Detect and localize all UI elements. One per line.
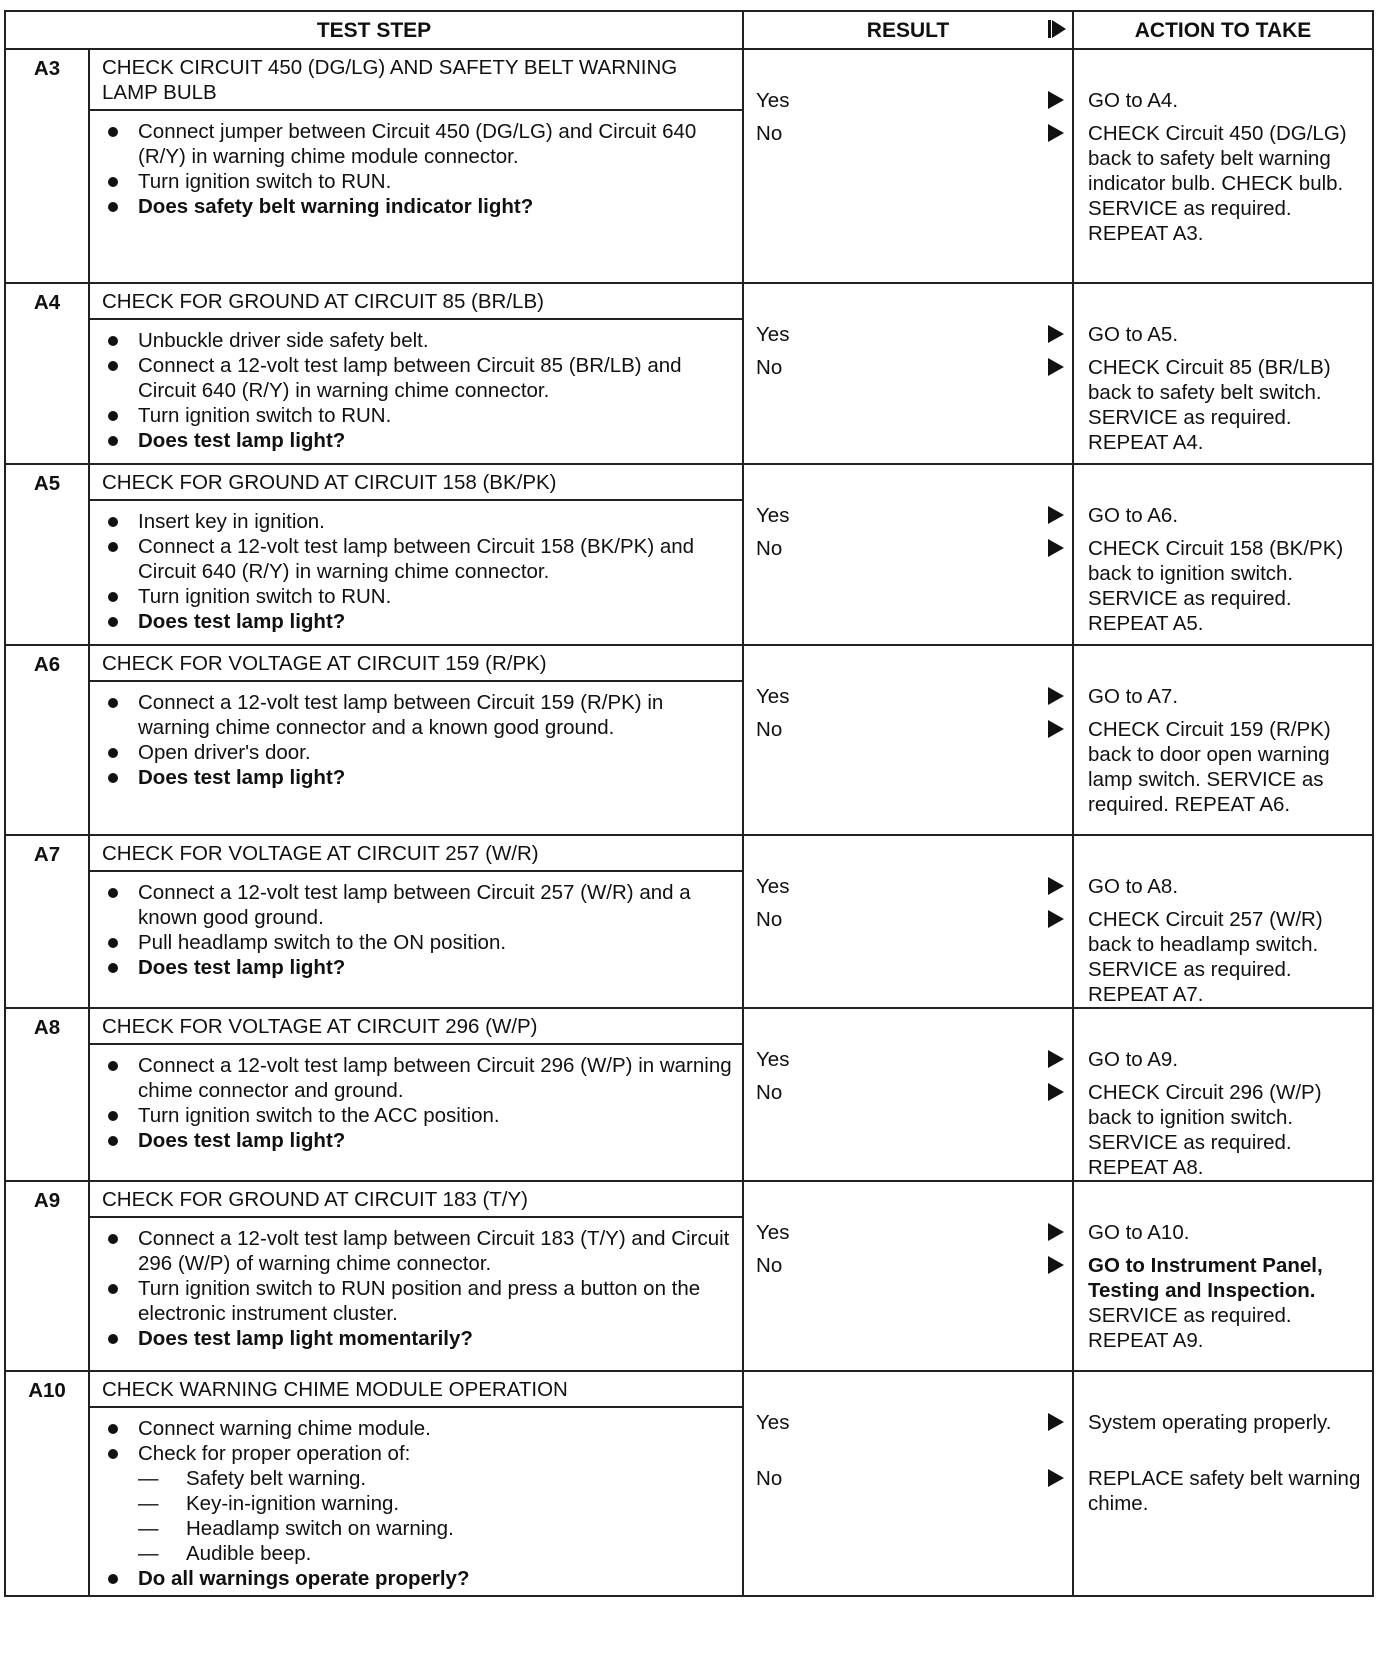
result-no: No (756, 1467, 783, 1490)
instruction-item: Turn ignition switch to RUN. (102, 169, 734, 194)
test-step-row (5, 464, 1373, 645)
result-cell (743, 835, 1073, 1008)
step-instructions (90, 501, 742, 638)
result-cell (743, 1181, 1073, 1371)
step-title: CHECK WARNING CHIME MODULE OPERATION (88, 1372, 742, 1408)
sub-instruction-item: — Safety belt warning. (138, 1466, 734, 1491)
result-cell (743, 1371, 1073, 1596)
arrow-icon (1048, 1083, 1064, 1101)
step-body-cell (89, 464, 743, 645)
action-cell (1073, 464, 1373, 645)
test-question: Does test lamp light? (102, 765, 734, 790)
action-no: CHECK Circuit 85 (BR/LB) back to safety belt switch. SERVICE as required. REPEAT A4. (1088, 356, 1331, 454)
step-id: A9 (33, 1189, 61, 1212)
action-cell (1073, 49, 1373, 283)
result-yes: Yes (756, 323, 790, 346)
instruction-item: Connect a 12-volt test lamp between Circuit 183 (T/Y) and Circuit 296 (W/P) of warning chime connector. (102, 1226, 734, 1276)
action-no: CHECK Circuit 159 (R/PK) back to door open warning lamp switch. SERVICE as required. REPEAT A6. (1088, 718, 1331, 816)
step-id-cell (5, 464, 89, 645)
step-body-cell (89, 1008, 743, 1181)
test-step-row (5, 645, 1373, 835)
sub-instructions (138, 1466, 734, 1566)
action-no: CHECK Circuit 257 (W/R) back to headlamp switch. SERVICE as required. REPEAT A7. (1088, 908, 1323, 1006)
result-cell (743, 645, 1073, 835)
result-no: No (756, 1254, 783, 1277)
action-no: CHECK Circuit 450 (DG/LG) back to safety belt warning indicator bulb. CHECK bulb. SERVICE as required. REPEAT A3. (1088, 122, 1347, 245)
test-question: Do all warnings operate properly? (102, 1566, 734, 1591)
step-instructions (90, 1045, 742, 1157)
result-no: No (756, 122, 783, 145)
action-no: REPLACE safety belt warning chime. (1088, 1467, 1361, 1515)
instruction-item: Open driver's door. (102, 740, 734, 765)
arrow-icon (1048, 687, 1064, 705)
step-id-cell (5, 1008, 89, 1181)
action-yes: GO to A9. (1088, 1048, 1179, 1071)
instruction-item: Connect a 12-volt test lamp between Circuit 159 (R/PK) in warning chime connector and a known good ground. (102, 690, 734, 740)
test-step-row (5, 835, 1373, 1008)
result-yes: Yes (756, 685, 790, 708)
step-title: CHECK FOR GROUND AT CIRCUIT 183 (T/Y) (88, 1182, 742, 1218)
step-title: CHECK FOR VOLTAGE AT CIRCUIT 296 (W/P) (88, 1009, 742, 1045)
table-header-row (5, 11, 1373, 49)
step-id: A3 (33, 57, 61, 80)
sub-instruction-item: — Audible beep. (138, 1541, 734, 1566)
step-id: A5 (33, 472, 61, 495)
pinpoint-test-table (4, 10, 1374, 1597)
arrow-icon (1048, 720, 1064, 738)
step-body-cell (89, 835, 743, 1008)
step-id: A6 (33, 653, 61, 676)
step-body-cell (89, 1371, 743, 1596)
action-cell (1073, 283, 1373, 464)
instruction-item: Insert key in ignition. (102, 509, 734, 534)
arrow-icon (1048, 1050, 1064, 1068)
action-cell (1073, 1371, 1373, 1596)
step-id-cell (5, 1181, 89, 1371)
instruction-item: Connect a 12-volt test lamp between Circuit 158 (BK/PK) and Circuit 640 (R/Y) in warning chime connector. (102, 534, 734, 584)
action-no-reference: GO to Instrument Panel, Testing and Inspection. (1088, 1254, 1323, 1302)
step-instructions (90, 1408, 742, 1595)
step-id-cell (5, 1371, 89, 1596)
action-yes: GO to A6. (1088, 504, 1179, 527)
step-body-cell (89, 645, 743, 835)
action-cell (1073, 645, 1373, 835)
result-yes: Yes (756, 504, 790, 527)
step-title: CHECK FOR GROUND AT CIRCUIT 85 (BR/LB) (88, 284, 742, 320)
step-id: A4 (33, 291, 61, 314)
test-question: Does test lamp light momentarily? (102, 1326, 734, 1351)
test-question: Does safety belt warning indicator light? (102, 194, 734, 219)
arrow-icon (1048, 910, 1064, 928)
step-body-cell (89, 283, 743, 464)
test-step-row (5, 1181, 1373, 1371)
action-cell (1073, 1008, 1373, 1181)
step-id-cell (5, 283, 89, 464)
arrow-icon (1048, 877, 1064, 895)
action-no: CHECK Circuit 158 (BK/PK) back to ignition switch. SERVICE as required. REPEAT A5. (1088, 537, 1344, 635)
step-id: A10 (28, 1379, 66, 1402)
arrow-icon (1048, 1223, 1064, 1241)
result-no: No (756, 356, 783, 379)
instruction-item: Connect a 12-volt test lamp between Circuit 296 (W/P) in warning chime connector and ground. (102, 1053, 734, 1103)
result-no: No (756, 537, 783, 560)
instruction-item: Connect jumper between Circuit 450 (DG/LG) and Circuit 640 (R/Y) in warning chime module connector. (102, 119, 734, 169)
test-step-row (5, 1008, 1373, 1181)
instruction-item: Connect a 12-volt test lamp between Circuit 257 (W/R) and a known good ground. (102, 880, 734, 930)
result-no: No (756, 908, 783, 931)
arrow-icon (1048, 539, 1064, 557)
instruction-item: Turn ignition switch to RUN. (102, 584, 734, 609)
result-no: No (756, 718, 783, 741)
step-id-cell (5, 835, 89, 1008)
arrow-icon (1052, 20, 1066, 38)
sub-instruction-item: — Key-in-ignition warning. (138, 1491, 734, 1516)
action-no: SERVICE as required. REPEAT A9. (1088, 1304, 1292, 1352)
instruction-item: Connect a 12-volt test lamp between Circuit 85 (BR/LB) and Circuit 640 (R/Y) in warning chime connector. (102, 353, 734, 403)
step-id: A7 (33, 843, 61, 866)
test-step-row (5, 49, 1373, 283)
header-action: ACTION TO TAKE (1073, 11, 1373, 49)
instruction-item: Turn ignition switch to the ACC position. (102, 1103, 734, 1128)
sub-list-wrapper (102, 1466, 734, 1566)
action-no: CHECK Circuit 296 (W/P) back to ignition switch. SERVICE as required. REPEAT A8. (1088, 1081, 1322, 1179)
result-no: No (756, 1081, 783, 1104)
diagnostic-table-page (4, 10, 1372, 1676)
result-cell (743, 49, 1073, 283)
arrow-icon (1048, 1413, 1064, 1431)
instruction-item: Pull headlamp switch to the ON position. (102, 930, 734, 955)
arrow-icon (1048, 358, 1064, 376)
result-yes: Yes (756, 1221, 790, 1244)
step-id-cell (5, 49, 89, 283)
action-yes: GO to A7. (1088, 685, 1179, 708)
sub-instruction-item: — Headlamp switch on warning. (138, 1516, 734, 1541)
action-yes: GO to A8. (1088, 875, 1179, 898)
instruction-item: Unbuckle driver side safety belt. (102, 328, 734, 353)
header-result-label: RESULT (866, 18, 950, 42)
result-yes: Yes (756, 875, 790, 898)
result-cell (743, 283, 1073, 464)
arrow-icon (1048, 1256, 1064, 1274)
test-question: Does test lamp light? (102, 955, 734, 980)
step-instructions (90, 111, 742, 223)
result-yes: Yes (756, 1048, 790, 1071)
action-yes: System operating properly. (1088, 1411, 1332, 1434)
arrow-icon (1048, 124, 1064, 142)
action-yes: GO to A5. (1088, 323, 1179, 346)
result-yes: Yes (756, 89, 790, 112)
result-cell (743, 1008, 1073, 1181)
step-instructions (90, 682, 742, 794)
step-body-cell (89, 1181, 743, 1371)
step-title: CHECK FOR VOLTAGE AT CIRCUIT 257 (W/R) (88, 836, 742, 872)
result-cell (743, 464, 1073, 645)
test-step-row (5, 1371, 1373, 1596)
test-step-row (5, 283, 1373, 464)
step-instructions (90, 1218, 742, 1355)
step-body-cell (89, 49, 743, 283)
step-instructions (90, 872, 742, 984)
step-title: CHECK FOR GROUND AT CIRCUIT 158 (BK/PK) (88, 465, 742, 501)
header-test-step: TEST STEP (5, 11, 743, 49)
step-title: CHECK FOR VOLTAGE AT CIRCUIT 159 (R/PK) (88, 646, 742, 682)
result-yes: Yes (756, 1411, 790, 1434)
header-result (743, 11, 1073, 49)
instruction-item: Check for proper operation of: (102, 1441, 734, 1466)
step-instructions (90, 320, 742, 457)
step-id: A8 (33, 1016, 61, 1039)
arrow-icon (1048, 1469, 1064, 1487)
instruction-item: Turn ignition switch to RUN position and press a button on the electronic instrument cluster. (102, 1276, 734, 1326)
instruction-item: Turn ignition switch to RUN. (102, 403, 734, 428)
arrow-icon (1048, 325, 1064, 343)
action-cell (1073, 1181, 1373, 1371)
action-cell (1073, 835, 1373, 1008)
step-title: CHECK CIRCUIT 450 (DG/LG) AND SAFETY BELT WARNING LAMP BULB (88, 50, 742, 111)
action-yes: GO to A10. (1088, 1221, 1190, 1244)
instruction-item: Connect warning chime module. (102, 1416, 734, 1441)
step-id-cell (5, 645, 89, 835)
test-question: Does test lamp light? (102, 609, 734, 634)
test-question: Does test lamp light? (102, 428, 734, 453)
arrow-icon (1048, 91, 1064, 109)
arrow-icon (1048, 506, 1064, 524)
action-yes: GO to A4. (1088, 89, 1179, 112)
test-question: Does test lamp light? (102, 1128, 734, 1153)
